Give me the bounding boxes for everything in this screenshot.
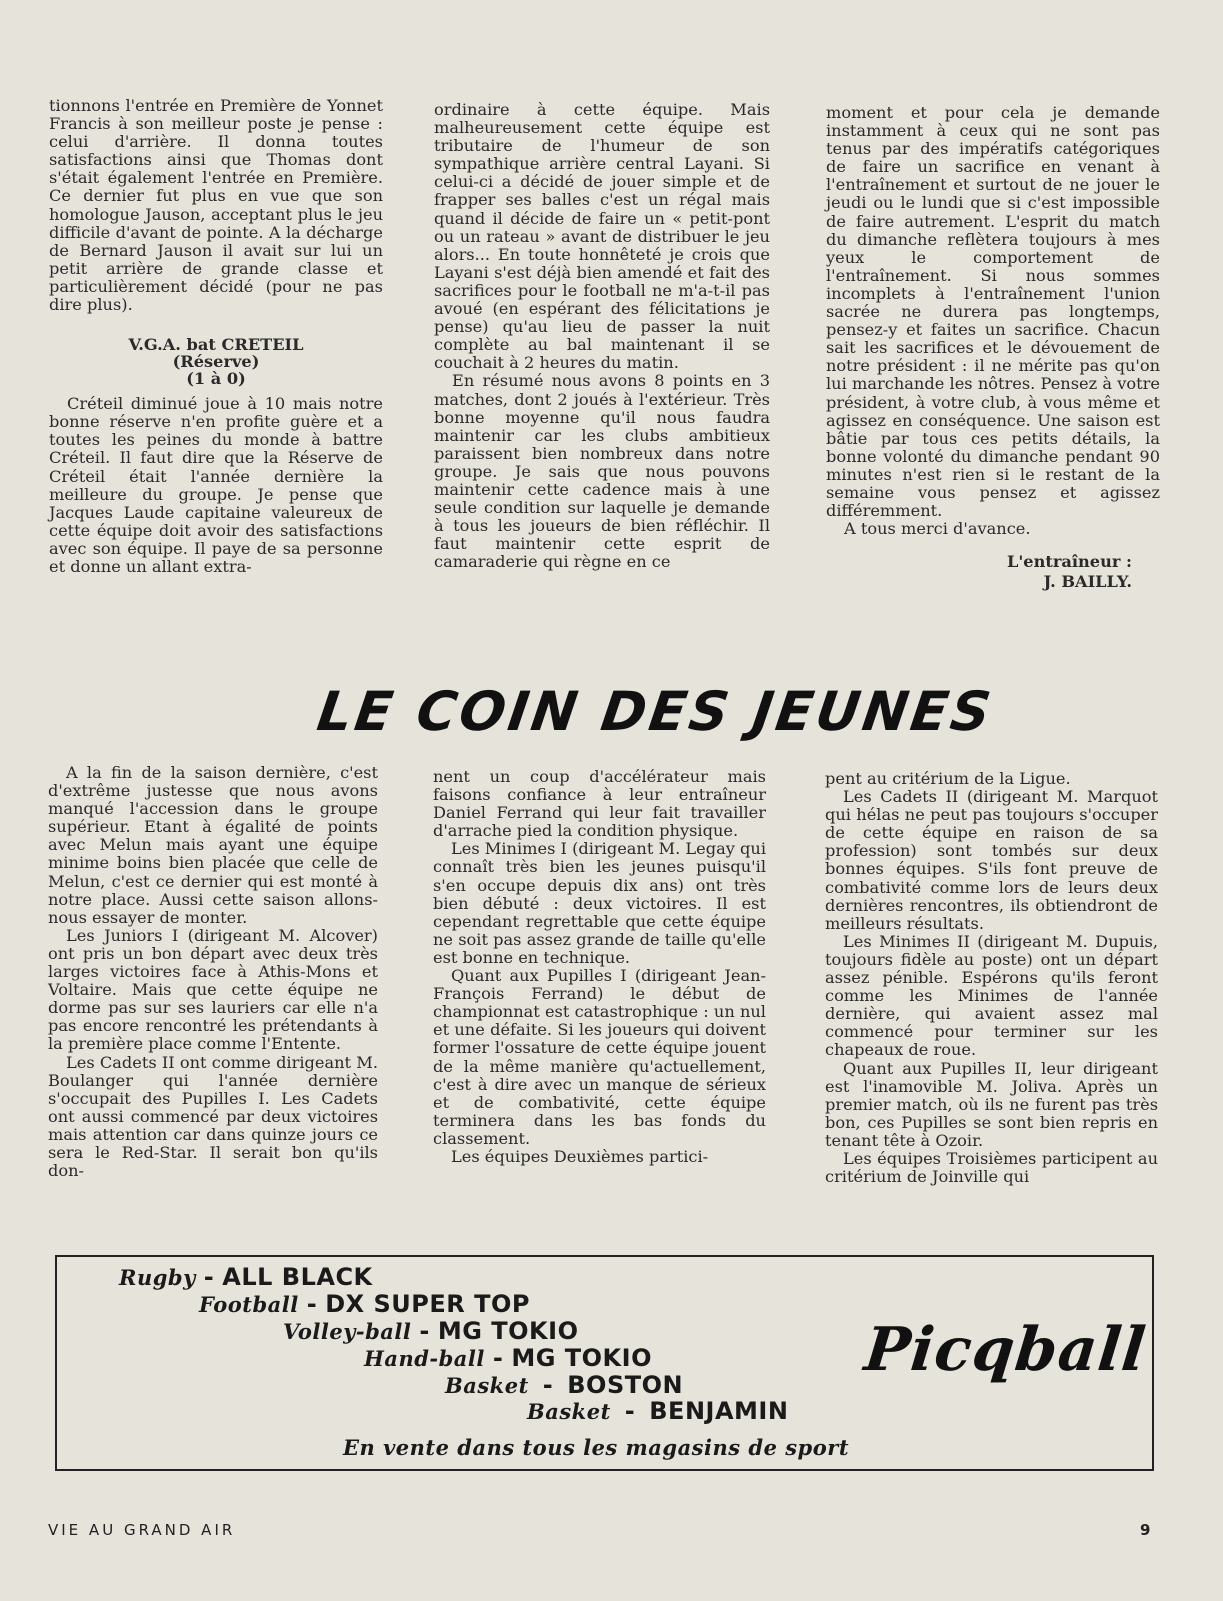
article-paragraph: tionnons l'entrée en Première de Yonnet Francis à son meilleur poste je pense : celui d'arrière. Il donna toutes satisfactions ainsi que Thomas dont s'était également l'entrée en Première. Ce dernier fut plus en vue que son homologue Jauson, acceptant plus le jeu difficile d'avant de pointe. A la décharge de Bernard Jauson il avait sur lui un petit arrière de grande classe et particulièrement décidé (pour ne pas dire plus). [49, 96, 383, 315]
ad-sport: Basket [527, 1399, 611, 1424]
ad-sport: Football [199, 1292, 299, 1317]
match-heading-team: (Réserve) [172, 352, 260, 372]
youth-column-1 [48, 764, 378, 1180]
article-paragraph: Les Minimes II (dirigeant M. Dupuis, toujours fidèle au poste) ont un départ assez pénible. Espérons qu'ils feront comme les Minimes de l'année dernière, qui avaient assez mal commencé pour terminer sur les chapeaux de roue. [825, 931, 1158, 1060]
publication-name: VIE AU GRAND AIR [48, 1521, 236, 1539]
article-paragraph: Quant aux Pupilles II, leur dirigeant est l'inamovible M. Joliva. Après un premier match, où ils ne furent pas très bon, ces Pupilles se sont bien repris en tenant tête à Ozoir. [825, 1058, 1158, 1150]
ad-line: Hand-ball - MG TOKIO [364, 1344, 652, 1372]
ad-model: BOSTON [567, 1371, 684, 1399]
youth-column-3 [825, 770, 1158, 1186]
article-paragraph: Les Minimes I (dirigeant M. Legay qui connaît très bien les jeunes puisqu'il s'en occupe depuis dix ans) ont très bien débuté : deux victoires. Il est cependant regrettable que cette équipe ne soit pas assez grande de taille qu'elle est bonne en technique. [433, 839, 766, 967]
article-paragraph: moment et pour cela je demande instamment à ceux qui ne sont pas tenus par des impératifs catégoriques de faire un sacrifice en venant à l'entraînement et surtout de ne jouer le jeudi ou le lundi que si c'est impossible de faire autrement. L'esprit du match du dimanche reflètera toujours à mes yeux le comportement de l'entraînement. Si nous sommes incomplets à l'entraînement l'union sacrée ne durera pas longtemps, pensez-y et faites un sacrifice. Chacun sait les sacrifices et le dévouement de notre président : il ne mérite pas qu'on lui marchande les nôtres. Pensez à votre président, à votre club, à vous même et agissez en conséquence. Une saison est bâtie par tous ces petits détails, la bonne volonté du dimanche pendant 90 minutes n'est rien si le restant de la semaine vous pensez et agissez différemment. [826, 103, 1160, 521]
ad-line: Volley-ball - MG TOKIO [283, 1317, 579, 1345]
ad-line: Basket - BENJAMIN [527, 1397, 789, 1425]
ad-line: Rugby - ALL BLACK [119, 1263, 373, 1291]
signature-name: J. BAILLY. [1043, 572, 1132, 592]
article-paragraph: En résumé nous avons 8 points en 3 matches, dont 2 joués à l'extérieur. Très bonne moyenne qu'il nous faudra maintenir car les clubs ambitieux paraissent bien nombreux dans notre groupe. Je sais que nous pouvons maintenir cette cadence mais à une seule condition sur laquelle je demande à tous les joueurs de bien réfléchir. Il faut maintenir cette esprit de camaraderie qui règne en ce [434, 371, 770, 572]
article-paragraph: Les Cadets II (dirigeant M. Marquot qui hélas ne peut pas toujours s'occuper de cette équipe en raison de sa profession) sont tombés sur deux bonnes équipes. S'ils font preuve de combativité comme lors de leurs deux dernières rencontres, ils obtiendront de meilleurs résultats. [825, 787, 1158, 933]
match-heading-title: V.G.A. bat CRETEIL [128, 335, 304, 355]
brand-logo: Picqball [861, 1315, 1150, 1385]
ad-model: MG TOKIO [437, 1317, 579, 1345]
ad-sport: Hand-ball [364, 1346, 485, 1371]
article-paragraph: ordinaire à cette équipe. Mais malheureusement cette équipe est tributaire de l'humeur de son sympathique arrière central Layani. Si celui-ci a décidé de jouer simple et de frapper ses balles c'est un régal mais quand il décide de faire un « petit-pont ou un rateau » avant de distribuer le jeu alors... En toute honnêteté je crois que Layani s'est déjà bien amendé et fait des sacrifices pour le football ne m'a-t-il pas avoué (en espérant des félicitations je pense) qu'au lieu de passer la nuit complète au bal maintenant il se couchait à 2 heures du matin. [434, 100, 770, 373]
ad-model: MG TOKIO [511, 1344, 652, 1372]
advertisement-box [55, 1255, 1154, 1471]
signature [826, 552, 1160, 592]
ad-line: Basket - BOSTON [445, 1371, 684, 1399]
ad-tagline: En vente dans tous les magasins de sport [343, 1435, 850, 1460]
ad-sport: Basket [445, 1373, 529, 1398]
article-paragraph: Créteil diminué joue à 10 mais notre bonne réserve n'en profite guère et a toutes les peines du monde à battre Créteil. Il faut dire que la Réserve de Créteil était l'année dernière la meilleure du groupe. Je pense que Jacques Laude capitaine valeureux de cette équipe doit avoir des satisfactions avec son équipe. Il paye de sa personne et donne un allant extra- [49, 394, 383, 576]
ad-model: BENJAMIN [649, 1397, 789, 1425]
article-column-3 [826, 104, 1160, 592]
match-heading [49, 336, 383, 387]
ad-sport: Rugby [119, 1265, 196, 1290]
article-paragraph: Les équipes Troisièmes participent au critérium de Joinville qui [825, 1148, 1158, 1187]
article-paragraph: Les Juniors I (dirigeant M. Alcover) ont pris un bon départ avec deux très larges victoires face à Athis-Mons et Voltaire. Mais que cette équipe ne dorme pas sur ses lauriers car elle n'a pas encore rencontré les prétendants à la première place comme l'Entente. [48, 925, 378, 1054]
article-paragraph: Les équipes Deuxièmes partici- [451, 1146, 709, 1166]
ad-model: DX SUPER TOP [325, 1290, 530, 1318]
article-column-2 [434, 101, 770, 571]
match-heading-score: (1 à 0) [186, 369, 246, 389]
article-paragraph: Quant aux Pupilles I (dirigeant Jean-François Ferrand) le début de championnat est catastrophique : un nul et une défaite. Si les joueurs qui doivent former l'ossature de cette équipe jouent de la même manière qu'actuellement, c'est à dire avec un manque de sérieux et de combativité, cette équipe terminera dans les bas fonds du classement. [433, 966, 766, 1148]
youth-column-2 [433, 768, 766, 1166]
section-banner-title: LE COIN DES JEUNES [313, 680, 998, 743]
ad-model: ALL BLACK [222, 1263, 373, 1291]
ad-sport: Volley-ball [283, 1319, 412, 1344]
article-column-1 [49, 97, 383, 576]
article-paragraph: A tous merci d'avance. [844, 519, 1031, 539]
ad-line: Football - DX SUPER TOP [199, 1290, 530, 1318]
article-paragraph: A la fin de la saison dernière, c'est d'extrême justesse que nous avons manqué l'accession dans le groupe supérieur. Etant à égalité de points avec Melun mais ayant une équipe minime boins bien placée que celle de Melun, c'est ce dernier qui est monté à notre place. Aussi cette saison allons-nous essayer de monter. [48, 763, 378, 927]
article-paragraph: pent au critérium de la Ligue. [825, 769, 1071, 788]
article-paragraph: nent un coup d'accélérateur mais faisons confiance à leur entraîneur Daniel Ferrand qui leur fait travailler d'arrache pied la condition physique. [433, 767, 766, 841]
page-number: 9 [1140, 1521, 1151, 1539]
article-paragraph: Les Cadets II ont comme dirigeant M. Boulanger qui l'année dernière s'occupait des Pupilles I. Les Cadets ont aussi commencé par deux victoires mais attention car dans quinze jours ce sera le Red-Star. Il serait bon qu'ils don- [48, 1052, 378, 1181]
signature-role: L'entraîneur : [1006, 552, 1132, 572]
